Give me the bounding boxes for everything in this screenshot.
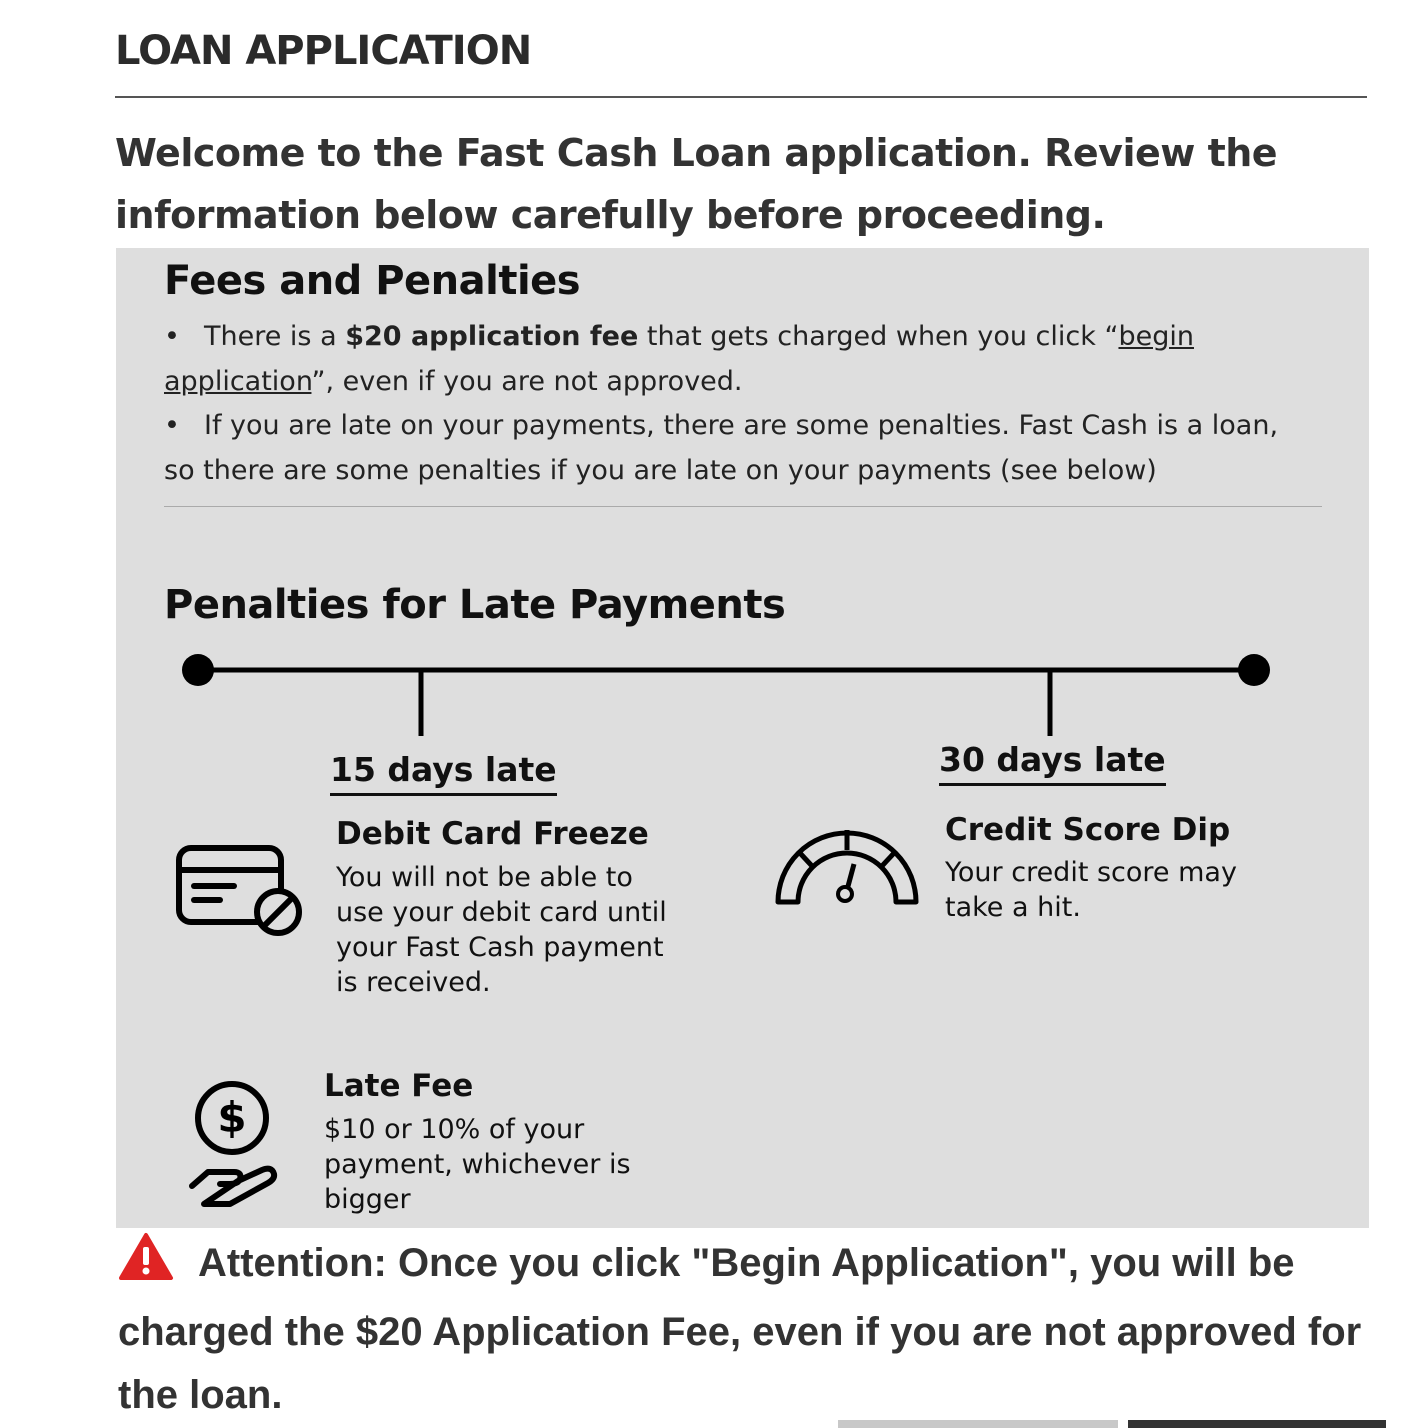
section-divider — [164, 506, 1322, 507]
milestone-15-label — [330, 750, 557, 789]
penalty-bullet-text: If you are late on your payments, there are some penalties. Fast Cash is a loan, so there are some penalties if you are late on your payments (see below) — [164, 410, 1279, 486]
svg-text:$: $ — [217, 1093, 247, 1142]
late-fee-desc: $10 or 10% of your payment, whichever is bigger — [324, 1114, 631, 1215]
debit-card-freeze-desc: You will not be able to use your debit card until your Fast Cash payment is received. — [336, 862, 667, 998]
milestone-15-label-text: 15 days late — [330, 750, 557, 796]
credit-score-dip-title: Credit Score Dip — [945, 812, 1231, 848]
timeline-end-dot — [1238, 654, 1270, 686]
debit-card-blocked-icon — [176, 844, 306, 944]
fee-amount: $20 application fee — [345, 321, 639, 352]
penalties-heading: Penalties for Late Payments — [164, 582, 786, 628]
fee-bullet — [164, 314, 1304, 404]
fee-bullet-post: ”, even if you are not approved. — [311, 366, 743, 397]
milestone-30-label — [939, 740, 1166, 779]
secondary-button[interactable] — [838, 1420, 1118, 1428]
debit-card-freeze-title: Debit Card Freeze — [336, 816, 649, 852]
attention-text: Attention: Once you click "Begin Application", you will be charged the $20 Application Fee, even if you are not approved for the loan. — [118, 1241, 1362, 1417]
bullet-dot: • — [164, 321, 180, 352]
fee-bullet-pre: There is a — [204, 321, 346, 352]
late-fee-title: Late Fee — [324, 1068, 474, 1104]
fees-heading: Fees and Penalties — [164, 258, 581, 304]
dollar-hand-icon — [186, 1080, 286, 1214]
warning-icon — [118, 1232, 174, 1301]
penalty-bullet — [164, 403, 1304, 493]
fee-bullet-mid: that gets charged when you click “ — [638, 321, 1119, 352]
intro-text: Welcome to the Fast Cash Loan application. Review the information below carefully before proceeding. — [115, 131, 1278, 237]
timeline-start-dot — [182, 654, 214, 686]
bullet-dot: • — [164, 410, 180, 441]
gauge-icon — [772, 824, 922, 916]
info-panel — [116, 248, 1369, 1228]
begin-application-link[interactable]: begin application — [164, 321, 1194, 397]
attention-notice — [118, 1232, 1408, 1427]
primary-button[interactable] — [1128, 1420, 1386, 1428]
title-divider — [115, 96, 1367, 98]
timeline — [176, 648, 1296, 748]
page-title: LOAN APPLICATION — [115, 28, 532, 74]
milestone-30-label-text: 30 days late — [939, 740, 1166, 786]
credit-score-dip-desc: Your credit score may take a hit. — [945, 857, 1237, 923]
